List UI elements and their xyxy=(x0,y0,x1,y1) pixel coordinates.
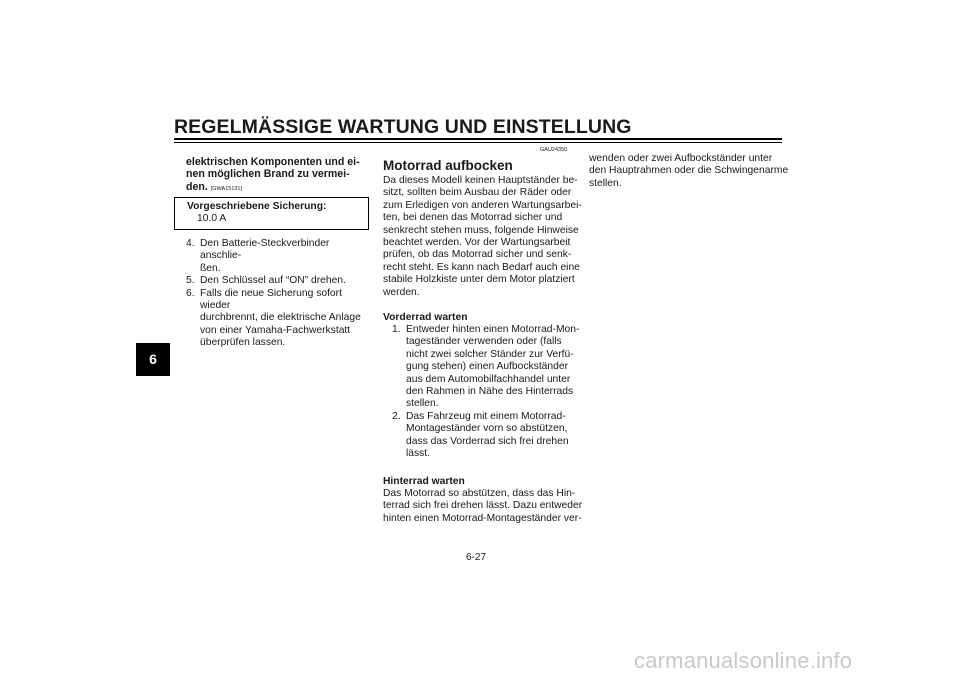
step-line: tageständer verwenden oder (falls xyxy=(406,336,562,348)
continued-paragraph xyxy=(589,153,789,190)
text-line: recht steht. Es kann nach Bedarf auch eine xyxy=(383,261,580,273)
front-step-list xyxy=(383,324,583,460)
step-line: nicht zwei solcher Ständer zur Verfü- xyxy=(406,348,574,360)
list-item xyxy=(383,411,583,461)
step-line: den Rahmen in Nähe des Hinterrads xyxy=(406,386,574,398)
spec-value: 10.0 A xyxy=(197,213,227,225)
step-number: 5. xyxy=(186,275,195,287)
text-line: terrad sich frei drehen lässt. Dazu entweder xyxy=(383,500,583,512)
text-line: ten, bei denen das Motorrad sicher und xyxy=(383,212,563,224)
text-line: Da dieses Modell keinen Hauptständer be- xyxy=(383,175,578,186)
step-number: 2. xyxy=(392,410,401,422)
text-line: prüfen, ob das Motorrad sicher und senk- xyxy=(383,249,572,261)
text-line: wenden oder zwei Aufbockständer unter xyxy=(589,153,773,164)
step-line: durchbrennt, die elektrische Anlage xyxy=(200,312,361,324)
intro-paragraph xyxy=(383,175,583,299)
header-rule-thick xyxy=(174,138,782,140)
text-line: stabile Holzkiste unter dem Motor platziert xyxy=(383,274,575,286)
step-number: 1. xyxy=(392,324,401,335)
step-line: lässt. xyxy=(406,448,431,460)
step-line: Montageständer vorn so abstützen, xyxy=(406,423,568,435)
step-number: 4. xyxy=(186,238,195,249)
text-line: werden. xyxy=(383,286,420,298)
step-line: überprüfen lassen. xyxy=(200,337,286,349)
step-line: dass das Vorderrad sich frei drehen xyxy=(406,435,569,447)
text-line: stellen. xyxy=(589,177,622,189)
text-line: sitzt, sollten beim Ausbau der Räder oder xyxy=(383,187,572,199)
step-line: Entweder hinten einen Motorrad-Mon- xyxy=(406,324,580,335)
step-number: 6. xyxy=(186,287,195,299)
warning-line: den. [GWA15131] xyxy=(186,180,243,193)
rear-wheel-heading: Hinterrad warten xyxy=(383,476,465,487)
text-line: zum Erledigen von anderen Wartungsarbei- xyxy=(383,199,582,211)
page-title: REGELMÄSSIGE WARTUNG UND EINSTELLUNG xyxy=(174,116,632,138)
text-line: senkrecht stehen muss, folgende Hinweise xyxy=(383,224,579,236)
list-item xyxy=(186,238,370,275)
text-line: Das Motorrad so abstützen, dass das Hin- xyxy=(383,488,576,499)
step-line: von einer Yamaha-Fachwerkstatt xyxy=(200,324,351,336)
text-line: beachtet werden. Vor der Wartungsarbeit xyxy=(383,237,571,249)
step-line: Das Fahrzeug mit einem Motorrad- xyxy=(406,410,566,422)
step-list xyxy=(186,238,370,350)
step-line: Den Batterie-Steckverbinder anschlie- xyxy=(200,238,330,262)
step-line: Falls die neue Sicherung sofort wieder xyxy=(200,287,342,312)
warning-text xyxy=(186,156,370,195)
step-line: Den Schlüssel auf “ON” drehen. xyxy=(200,275,346,287)
fuse-spec-box xyxy=(174,197,369,230)
section-code: GAU24350 xyxy=(540,147,568,153)
rear-paragraph xyxy=(383,488,583,525)
page-number: 6-27 xyxy=(466,552,487,563)
spec-label: Vorgeschriebene Sicherung: xyxy=(187,201,327,212)
list-item xyxy=(186,275,370,287)
step-line: aus dem Automobilfachhandel unter xyxy=(406,373,571,385)
text-line: den Hauptrahmen oder die Schwingenarme xyxy=(589,165,789,177)
step-line: stellen. xyxy=(406,398,439,410)
warning-code: [GWA15131] xyxy=(210,185,243,192)
step-line: ßen. xyxy=(200,262,221,274)
warning-line: elektrischen Komponenten und ei- xyxy=(186,156,360,168)
text-line: hinten einen Motorrad-Montageständer ver- xyxy=(383,512,582,524)
chapter-tab: 6 xyxy=(136,343,170,376)
front-wheel-heading: Vorderrad warten xyxy=(383,312,468,323)
header-rule-thin xyxy=(174,142,782,143)
step-line: gung stehen) einen Aufbockständer xyxy=(406,361,569,373)
warning-line: nen möglichen Brand zu vermei- xyxy=(186,168,350,181)
list-item xyxy=(383,324,583,411)
list-item xyxy=(186,288,370,350)
section-heading: Motorrad aufbocken xyxy=(383,158,513,173)
watermark-link[interactable]: carmanualsonline.info xyxy=(634,648,853,673)
